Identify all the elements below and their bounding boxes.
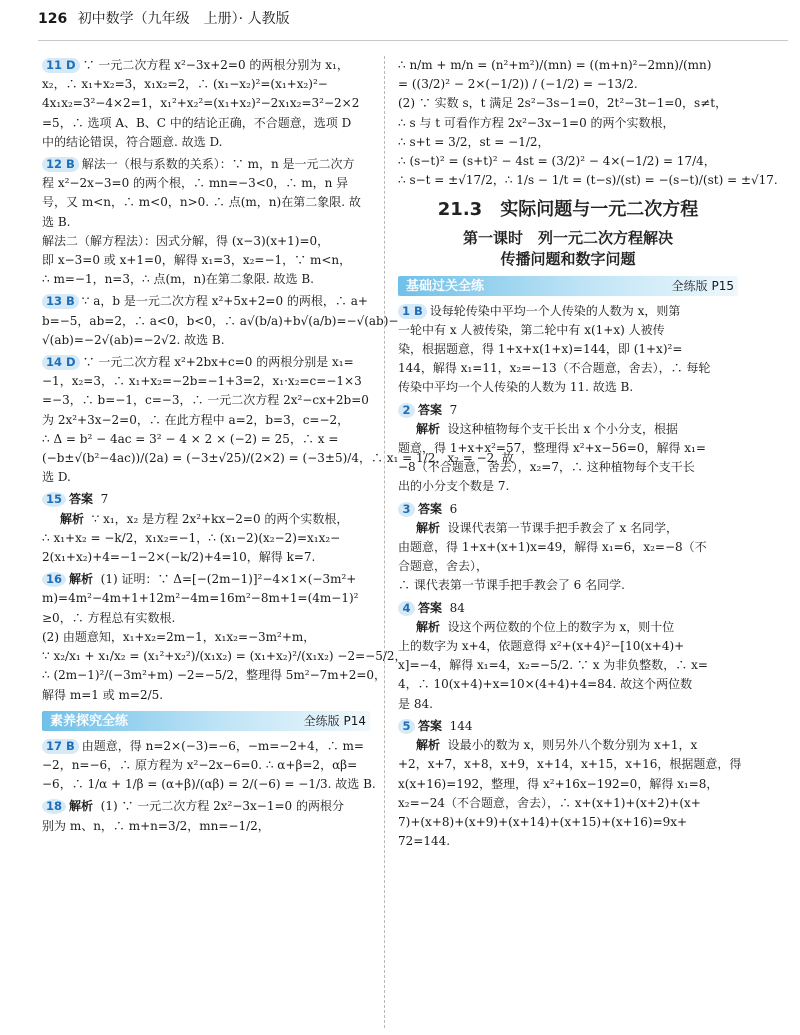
question-badge: 4 <box>398 601 415 616</box>
answer-label: 答案 <box>418 600 443 615</box>
answer-line: 设这个两位数的个位上的数字为 x，则十位 <box>447 619 675 634</box>
answer-4 <box>398 599 738 714</box>
analysis-label: 解析 <box>416 738 441 753</box>
analysis-label: 解析 <box>416 619 441 634</box>
answer-line: ∴ s 与 t 可看作方程 2x²−3x−1=0 的两个实数根， <box>398 115 675 130</box>
answer-11 <box>42 56 370 152</box>
answer-line: ∴ m=−1，n=3，∴ 点(m，n)在第二象限. 故选 B. <box>42 272 314 287</box>
question-badge: 16 <box>42 572 66 587</box>
banner-code: 全练版 P15 <box>671 278 734 293</box>
answer-line: ∴ Δ = b² − 4ac = 3² − 4 × 2 × (−2) = 25，∴ x = <box>42 431 339 446</box>
answer-line: (1) ∵ 一元二次方程 2x²−3x−1=0 的两根分 <box>100 799 344 814</box>
lesson-title-line-1: 第一课时 列一元二次方程解决 <box>462 228 673 247</box>
answer-line: x₂=−24（不合题意，舍去），∴ x+(x+1)+(x+2)+(x+ <box>398 795 701 810</box>
analysis-label: 解析 <box>416 520 441 535</box>
answer-line: −2，n=−6，∴ 原方程为 x²−2x−6=0. ∴ α+β=2，αβ= <box>42 757 358 772</box>
answer-15 <box>42 490 370 567</box>
answer-line: 别为 m、n，∴ m+n=3/2，mn=−1/2， <box>42 818 270 833</box>
question-badge: 17 B <box>42 739 79 754</box>
answer-line: ∴ (s−t)² = (s+t)² − 4st = (3/2)² − 4×(−1/2) = 17/4， <box>398 154 716 169</box>
answer-line: x]=−4，解得 x₁=4，x₂=−5/2. ∵ x 为非负整数，∴ x= <box>398 658 708 673</box>
answer-value: 144 <box>449 718 473 733</box>
book-title: 初中数学（九年级 上册）· 人教版 <box>77 11 290 27</box>
answer-line: b=−5，ab=2，∴ a<0，b<0，∴ a√(b/a)+b√(a/b)=−√(ab)− <box>42 313 399 328</box>
column-divider <box>384 56 385 1028</box>
answer-value: 7 <box>449 402 458 417</box>
answer-line: =−3，∴ b=−1，c=−3，∴ 一元二次方程 2x²−cx+2b=0 <box>42 393 369 408</box>
answer-line: x(x+16)=192，整理，得 x²+16x−192=0，解得 x₁=8， <box>398 776 719 791</box>
section-banner <box>42 711 370 731</box>
question-badge: 1 B <box>398 304 427 319</box>
answer-line: −6，∴ 1/α + 1/β = (α+β)/(αβ) = 2/(−6) = −1/3. 故选 B. <box>42 777 376 792</box>
answer-line: 7)+(x+8)+(x+9)+(x+14)+(x+15)+(x+16)=9x+ <box>398 814 688 829</box>
answer-line: 4x₁x₂=3²−4×2=1，x₁²+x₂²=(x₁+x₂)²−2x₁x₂=3²−2×2 <box>42 96 360 111</box>
answer-5 <box>398 717 742 851</box>
answer-2 <box>398 401 738 497</box>
answer-line: ∴ s−t = ±√17/2，∴ 1/s − 1/t = (t−s)/(st) = −(s−t)/(st) = ±√17. <box>398 173 778 188</box>
answer-line: ∵ 一元二次方程 x²+2bx+c=0 的两根分别是 x₁= <box>82 355 354 370</box>
answer-line: ∴ 课代表第一节课手把手教会了 6 名同学. <box>398 578 625 593</box>
answer-line: +2，x+7，x+8，x+9，x+14，x+15，x+16，根据题意，得 <box>398 757 742 772</box>
answer-line: (1) 证明：∵ Δ=[−(2m−1)]²−4×1×(−3m²+ <box>100 572 357 587</box>
question-badge: 11 D <box>42 58 80 73</box>
answer-label: 答案 <box>418 501 443 516</box>
analysis-label: 解析 <box>416 421 441 436</box>
answer-line: 即 x−3=0 或 x+1=0，解得 x₁=3，x₂=−1，∵ m<n， <box>42 253 352 268</box>
answer-line: 合题意，舍去）， <box>398 559 489 574</box>
answer-line: 4，∴ 10(x+4)+x=10×(4+4)+4=84. 故这个两位数 <box>398 677 693 692</box>
answer-line: 解得 m=1 或 m=2/5. <box>42 687 164 702</box>
page-number: 126 <box>38 11 68 27</box>
answer-line: −1，x₂=3，∴ x₁+x₂=−2b=−1+3=2，x₁·x₂=c=−1×3 <box>42 374 362 389</box>
answer-line: = ((3/2)² − 2×(−1/2)) / (−1/2) = −13/2. <box>398 77 638 92</box>
answer-line: (2) ∵ 实数 s，t 满足 2s²−3s−1=0，2t²−3t−1=0，s≠t， <box>398 96 728 111</box>
answer-line: 传染中平均一个人传染的人数为 11. 故选 B. <box>398 380 634 395</box>
banner-title: 基础过关全练 <box>406 278 485 294</box>
answer-line: 上的数字为 x+4，依题意得 x²+(x+4)²−[10(x+4)+ <box>398 639 685 654</box>
answer-18-continued <box>398 56 778 190</box>
answer-line: 2(x₁+x₂)+4=−1−2×(−k/2)+4=10，解得 k=7. <box>42 550 316 565</box>
question-badge: 12 B <box>42 157 79 172</box>
answer-line: 为 2x²+3x−2=0，∴ 在此方程中 a=2，b=3，c=−2， <box>42 412 350 427</box>
answer-line: =5，∴ 选项 A、B、C 中的结论正确，不合题意，选项 D <box>42 115 352 130</box>
answer-line: 出的小分支个数是 7. <box>398 479 510 494</box>
answer-line: 题意，得 1+x+x²=57，整理得 x²+x−56=0，解得 x₁= <box>398 441 706 456</box>
answer-label: 答案 <box>418 718 443 733</box>
answer-3 <box>398 500 738 596</box>
answer-18 <box>42 797 370 835</box>
answer-line: (−b±√(b²−4ac))/(2a) = (−3±√25)/(2×2) = (−3±5)/4，∴ x₁ = 1/2，x₂ = −2. 故 <box>42 451 514 466</box>
answer-line: 选 B. <box>42 214 71 229</box>
answer-line: 设这种植物每个支干长出 x 个小分支，根据 <box>447 421 679 436</box>
answer-line: (2) 由题意知，x₁+x₂=2m−1，x₁x₂=−3m²+m， <box>42 629 316 644</box>
answer-line: 染，根据题意，得 1+x+x(1+x)=144，即 (1+x)²= <box>398 342 683 357</box>
header-rule <box>38 40 788 41</box>
answer-line: 72=144. <box>398 834 451 849</box>
answer-line: x₂，∴ x₁+x₂=3，x₁x₂=2，∴ (x₁−x₂)²=(x₁+x₂)²− <box>42 77 328 92</box>
section-banner <box>398 276 738 296</box>
answer-line: 一轮中有 x 人被传染，第二轮中有 x(1+x) 人被传 <box>398 322 665 337</box>
answer-line: 选 D. <box>42 470 71 485</box>
answer-line: 设课代表第一节课手把手教会了 x 名同学， <box>447 520 679 535</box>
answer-line: ∴ s+t = 3/2，st = −1/2， <box>398 134 550 149</box>
question-badge: 15 <box>42 492 66 507</box>
answer-line: ∴ (2m−1)²/(−3m²+m) −2=−5/2，整理得 5m²−7m+2=0， <box>42 668 387 683</box>
page-header <box>38 10 780 36</box>
question-badge: 13 B <box>42 294 79 309</box>
analysis-label: 解析 <box>69 799 94 814</box>
question-badge: 14 D <box>42 355 80 370</box>
answer-value: 6 <box>449 501 458 516</box>
answer-line: 号，又 m<n，∴ m<0，n>0. ∴ 点(m，n)在第二象限. 故 <box>42 195 361 210</box>
answer-13 <box>42 292 399 350</box>
answer-label: 答案 <box>418 402 443 417</box>
answer-line: ∵ a，b 是一元二次方程 x²+5x+2=0 的两根，∴ a+ <box>81 294 368 309</box>
answer-line: ∵ x₁，x₂ 是方程 2x²+kx−2=0 的两个实数根， <box>91 511 349 526</box>
answer-line: 解法二（解方程法）：因式分解，得 (x−3)(x+1)=0， <box>42 233 330 248</box>
answer-line: 由题意，得 1+x+(x+1)x=49，解得 x₁=6，x₂=−8（不 <box>398 540 707 555</box>
answer-12 <box>42 155 370 289</box>
answer-line: ∵ 一元二次方程 x²−3x+2=0 的两根分别为 x₁， <box>82 58 349 72</box>
answer-line: 144，解得 x₁=11，x₂=−13（不合题意，舍去），∴ 每轮 <box>398 361 711 376</box>
answer-line: ≥0，∴ 方程总有实数根. <box>42 610 176 625</box>
answer-17 <box>42 737 376 795</box>
answer-line: ∵ x₂/x₁ + x₁/x₂ = (x₁²+x₂²)/(x₁x₂) = (x₁+x₂)²/(x₁x₂) −2=−5/2， <box>42 649 407 664</box>
answer-16 <box>42 570 407 704</box>
answer-line: −8（不合题意，舍去），x₂=7，∴ 这种植物每个支干长 <box>398 460 695 475</box>
answer-label: 答案 <box>69 492 94 507</box>
answer-line: 设最小的数为 x，则另外八个数分别为 x+1，x <box>447 738 698 753</box>
answer-line: ∴ x₁+x₂ = −k/2，x₁x₂=−1，∴ (x₁−2)(x₂−2)=x₁x₂− <box>42 530 341 545</box>
lesson-title-line-2: 传播问题和数字问题 <box>500 249 636 268</box>
right-column <box>398 56 778 854</box>
analysis-label: 解析 <box>60 511 85 526</box>
banner-title: 素养探究全练 <box>50 713 129 729</box>
answer-value: 7 <box>100 492 109 507</box>
answer-value: 84 <box>449 600 465 615</box>
analysis-label: 解析 <box>69 572 94 587</box>
question-badge: 5 <box>398 719 415 734</box>
question-badge: 2 <box>398 403 415 418</box>
banner-code: 全练版 P14 <box>303 713 366 728</box>
answer-line: 是 84. <box>398 696 433 711</box>
question-badge: 18 <box>42 799 66 814</box>
answer-line: m)=4m²−4m+1+12m²−4m=16m²−8m+1=(4m−1)² <box>42 591 359 606</box>
answer-line: √(ab)=−2√(ab)=−2√2. 故选 B. <box>42 332 225 347</box>
answer-line: 由题意，得 n=2×(−3)=−6，−m=−2+4，∴ m= <box>81 738 364 753</box>
question-badge: 3 <box>398 502 415 517</box>
answer-line: 程 x²−2x−3=0 的两个根，∴ mn=−3<0，∴ m，n 异 <box>42 176 349 191</box>
answer-line: 设每轮传染中平均一个人传染的人数为 x，则第 <box>429 303 681 318</box>
answer-1 <box>398 302 738 398</box>
answer-line: 解法一（根与系数的关系）：∵ m，n 是一元二次方 <box>81 157 355 172</box>
answer-line: 中的结论错误，符合题意. 故选 D. <box>42 134 223 149</box>
section-title: 21.3 实际问题与一元二次方程 <box>437 199 699 221</box>
answer-line: ∴ n/m + m/n = (n²+m²)/(mn) = ((m+n)²−2mn)/(mn) <box>398 58 712 72</box>
